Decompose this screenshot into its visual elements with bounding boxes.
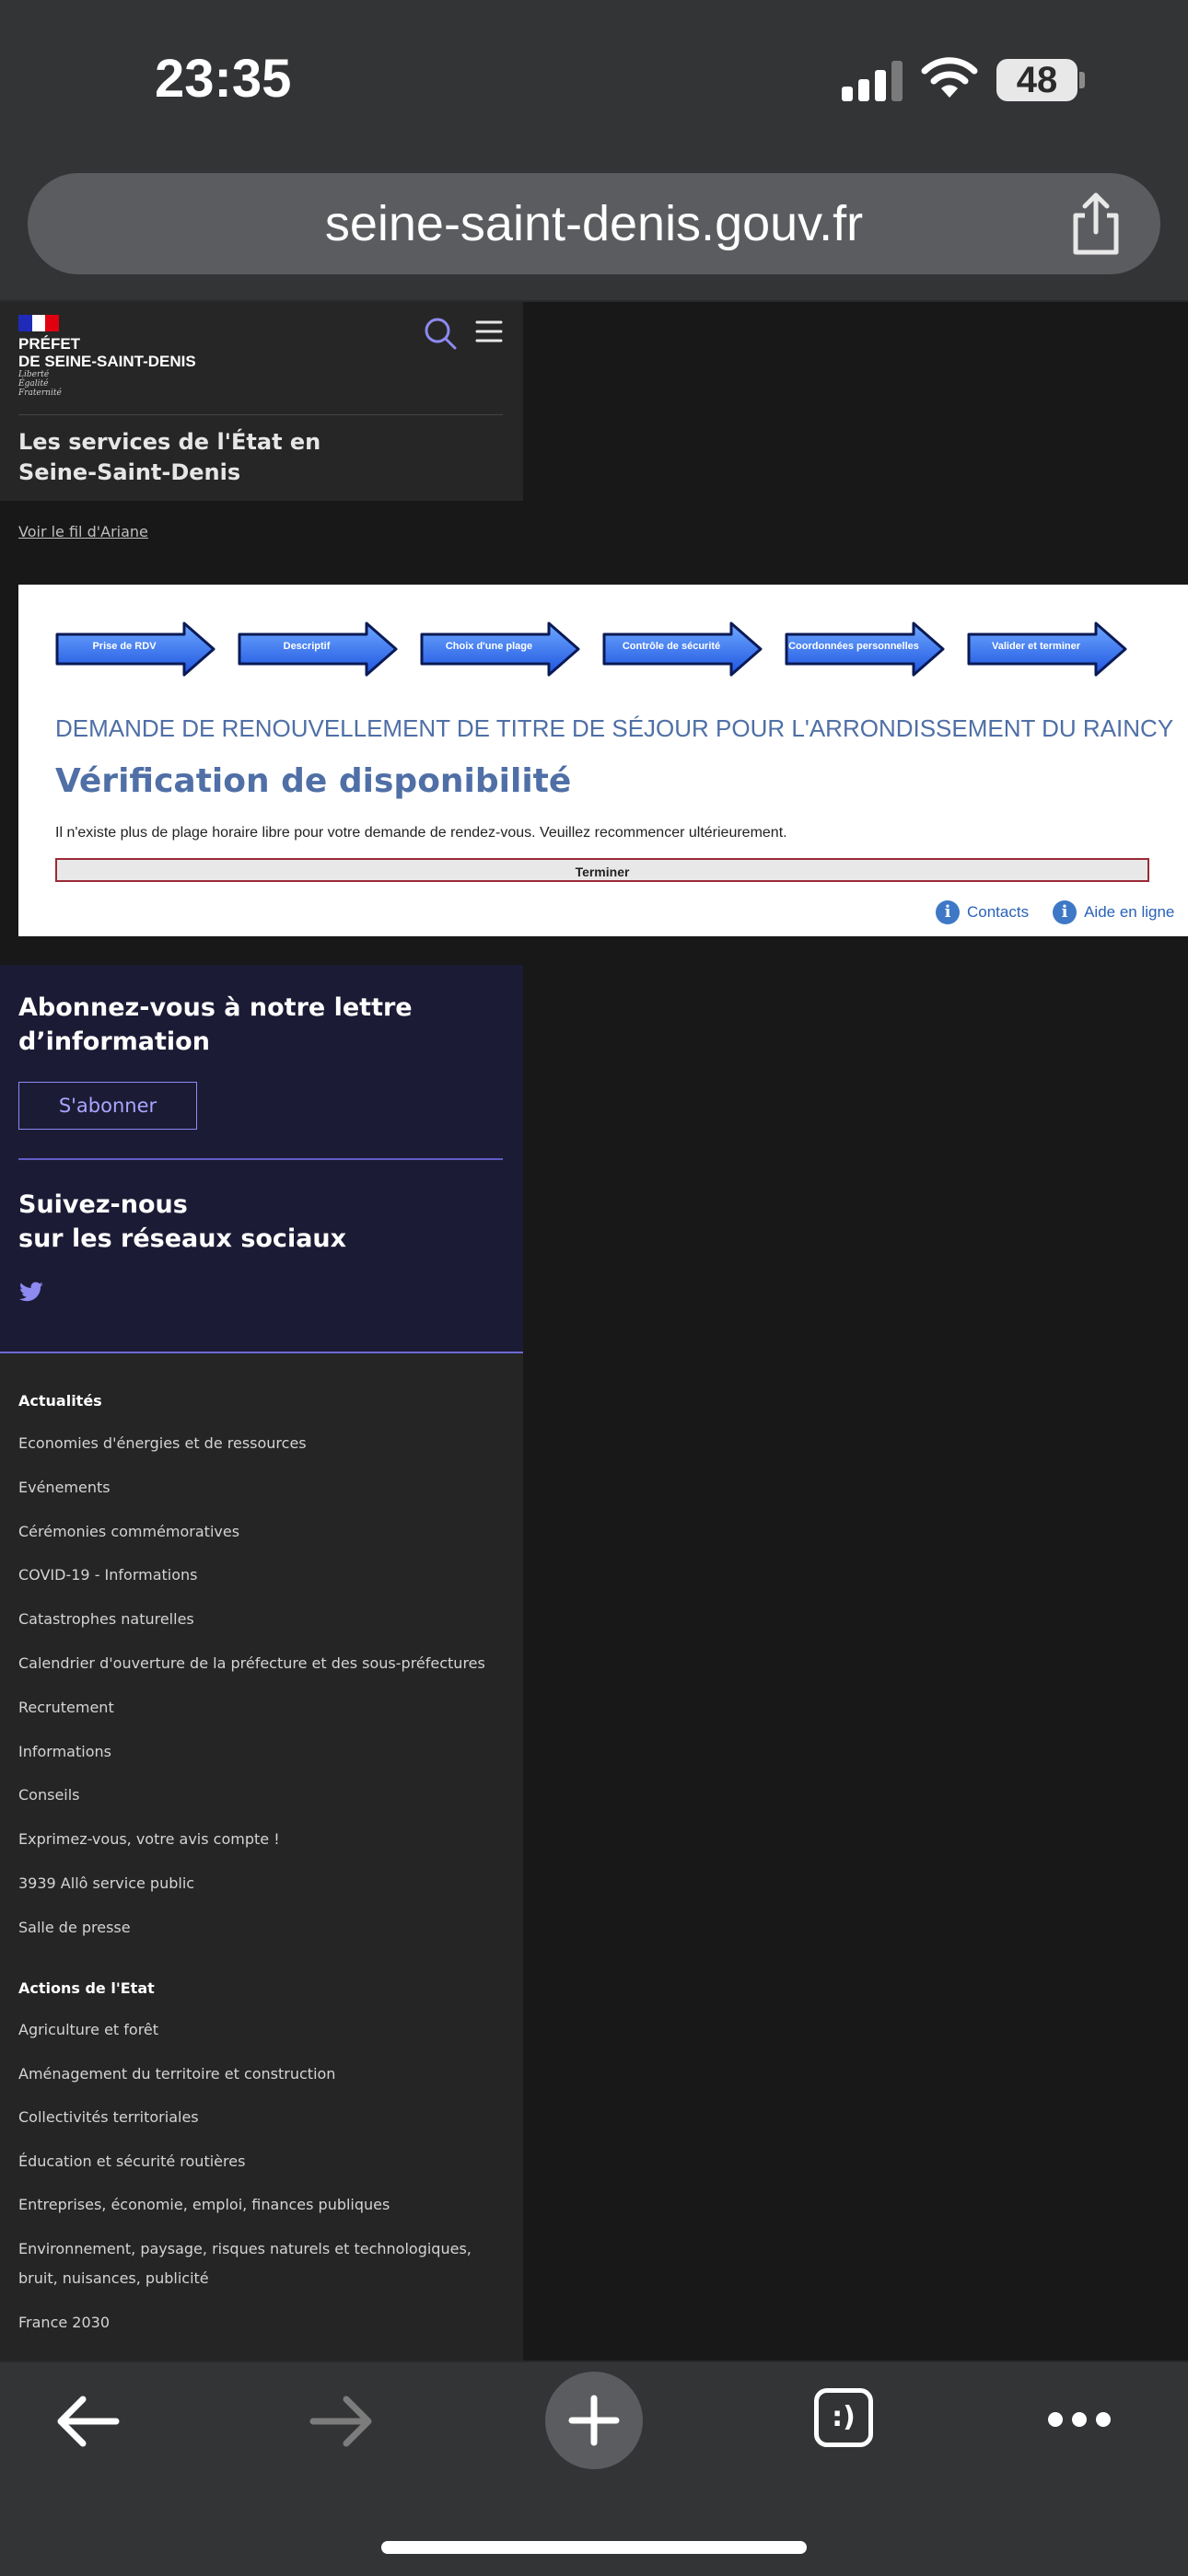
info-icon: i (1053, 900, 1077, 924)
contacts-link[interactable]: Contacts (967, 903, 1030, 921)
footer-link[interactable]: Cérémonies commémoratives (18, 1522, 240, 1540)
footer-link[interactable]: Agriculture et forêt (18, 2021, 159, 2038)
header-divider (18, 414, 503, 415)
step-arrow (238, 621, 400, 671)
footer-link[interactable]: Economies d'énergies et de ressources (18, 1434, 307, 1452)
footer-link[interactable]: Conseils (18, 1786, 80, 1804)
footer-link[interactable]: Aménagement du territoire et construction (18, 2064, 336, 2083)
republic-motto: Liberté Égalité Fraternité (18, 370, 62, 398)
footer-link[interactable]: Exprimez-vous, votre avis compte ! (18, 1830, 280, 1849)
plus-icon (566, 2393, 622, 2448)
step-arrow (785, 621, 947, 671)
step-arrow (55, 621, 217, 671)
footer-link[interactable]: COVID-19 - Informations (18, 1566, 198, 1584)
battery-icon: 48 (996, 59, 1077, 101)
url-text[interactable]: seine-saint-denis.gouv.fr (324, 196, 864, 251)
rdv-message: Il n'existe plus de plage horaire libre pour votre demande de rendez-vous. Veuillez recommencer ultérieurement. (55, 825, 787, 841)
step-arrow (602, 621, 764, 671)
social-title: Suivez-nous sur les réseaux sociaux (18, 1190, 347, 1253)
step-label: Choix d'une plage (445, 641, 533, 652)
status-time: 23:35 (155, 49, 292, 109)
breadcrumb-link[interactable]: Voir le fil d'Ariane (18, 523, 148, 540)
footer-link[interactable]: France 2030 (18, 2314, 111, 2331)
back-arrow-icon[interactable] (55, 2394, 122, 2449)
step-label: Descriptif (283, 641, 331, 652)
aide-link[interactable]: Aide en ligne (1084, 903, 1175, 921)
twitter-icon[interactable] (18, 1282, 44, 1304)
newsletter-divider (18, 1158, 503, 1160)
services-title[interactable]: Les services de l'État en Seine-Saint-Denis (18, 429, 321, 485)
footer-link[interactable]: Calendrier d'ouverture de la préfecture et des sous-préfectures (18, 1654, 485, 1672)
step-arrow (967, 621, 1129, 671)
prefet-title[interactable]: PRÉFET DE SEINE-SAINT-DENIS (18, 335, 196, 370)
battery-cap (1079, 72, 1085, 88)
footer-link[interactable]: Recrutement (18, 1698, 114, 1716)
footer-link[interactable]: Evénements (18, 1478, 111, 1496)
wifi-icon (921, 57, 978, 99)
footer-link[interactable]: Salle de presse (18, 1918, 131, 1936)
footer-link[interactable]: 3939 Allô service public (18, 1874, 195, 1892)
menu-icon[interactable] (475, 319, 503, 346)
newsletter-title: Abonnez-vous à notre lettre d’information (18, 993, 413, 1056)
search-icon[interactable] (422, 315, 459, 352)
step-label: Coordonnées personnelles (788, 641, 919, 652)
help-links (936, 900, 1174, 924)
footer-link[interactable]: Entreprises, économie, emploi, finances publiques (18, 2196, 390, 2214)
step-label: Prise de RDV (92, 641, 157, 652)
forward-arrow-icon[interactable] (308, 2394, 374, 2449)
footer-heading[interactable]: Actions de l'Etat (18, 1979, 155, 1997)
footer-link[interactable]: Informations (18, 1742, 111, 1760)
home-indicator (381, 2541, 807, 2554)
step-label: Contrôle de sécurité (622, 641, 721, 652)
signal-icon (842, 61, 903, 101)
subscribe-button[interactable]: S'abonner (18, 1082, 197, 1130)
info-icon: i (936, 900, 960, 924)
footer-link[interactable]: Environnement, paysage, risques naturels et technologiques, bruit, nuisances, publicité (18, 2240, 472, 2287)
more-icon[interactable] (1046, 2408, 1112, 2431)
rdv-heading: Vérification de disponibilité (55, 762, 572, 800)
rdv-title: DEMANDE DE RENOUVELLEMENT DE TITRE DE SÉJOUR POUR L'ARRONDISSEMENT DU RAINCY (55, 714, 1174, 742)
footer-link[interactable]: Catastrophes naturelles (18, 1610, 194, 1629)
terminer-button[interactable]: Terminer (55, 858, 1149, 882)
step-label: Valider et terminer (992, 641, 1080, 652)
step-arrow (420, 621, 582, 671)
share-icon[interactable] (1066, 191, 1125, 258)
marianne-logo (18, 315, 59, 331)
tabs-icon[interactable]: :) (814, 2388, 873, 2447)
footer-heading[interactable]: Actualités (18, 1392, 102, 1410)
footer-link[interactable]: Collectivités territoriales (18, 2108, 199, 2127)
footer-link[interactable]: Éducation et sécurité routières (18, 2152, 246, 2170)
